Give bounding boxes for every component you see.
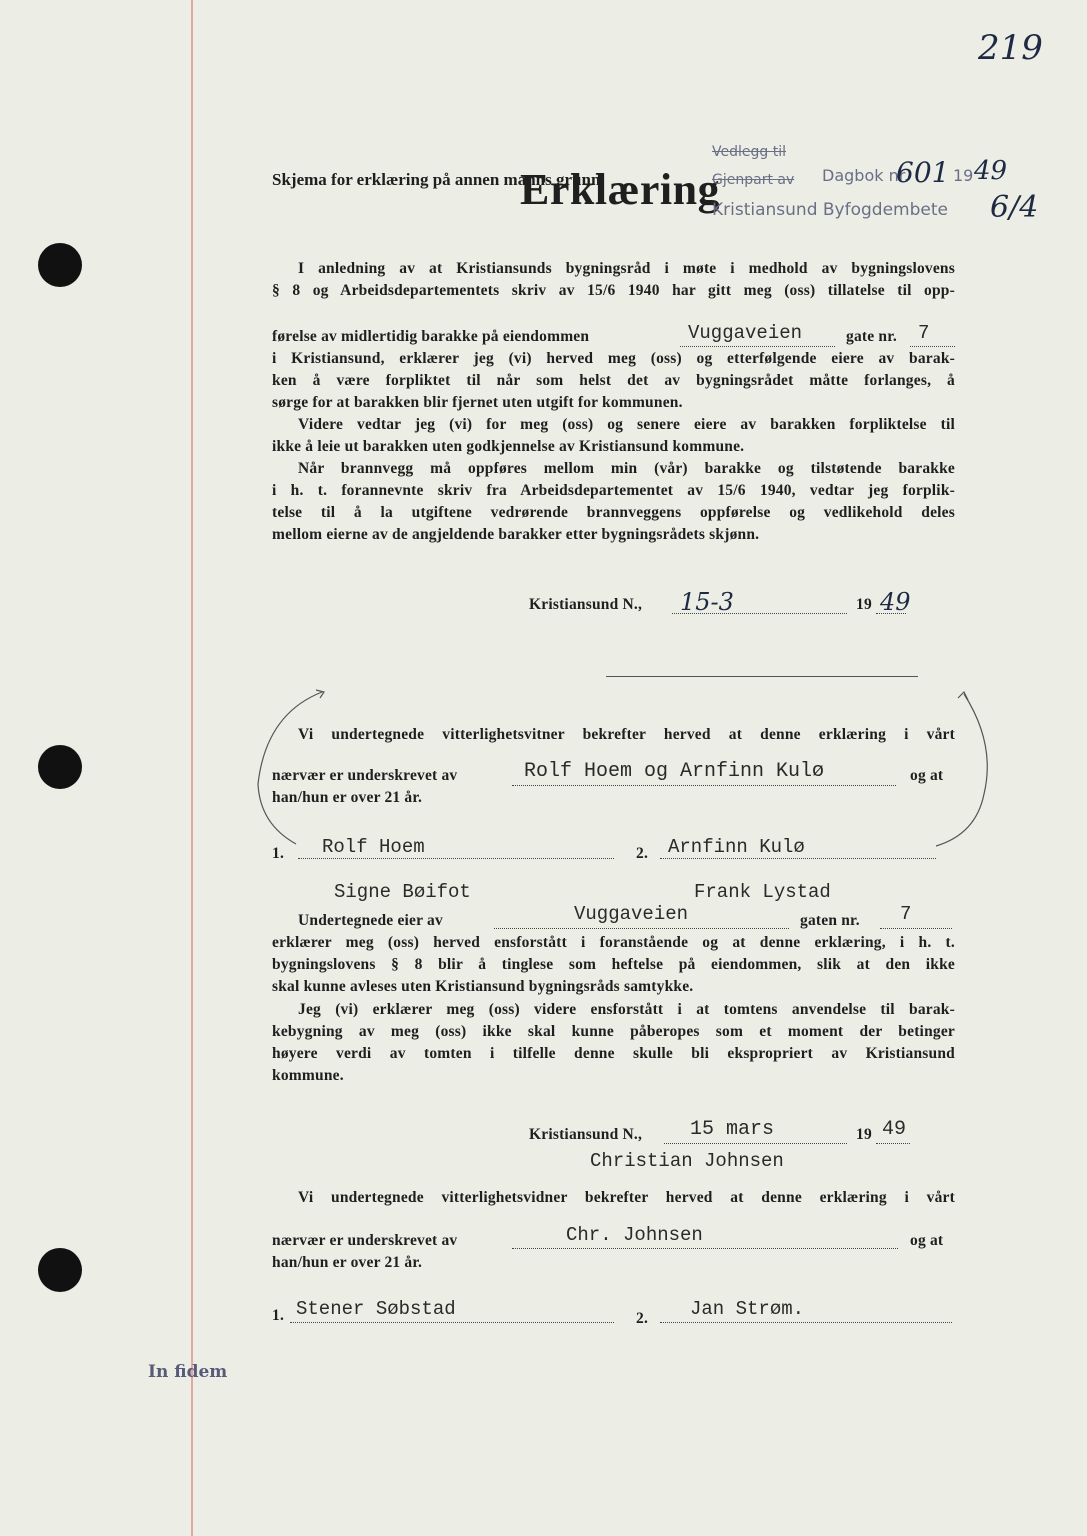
witness1-names: Rolf Hoem og Arnfinn Kulø bbox=[524, 760, 825, 783]
witness1-sig1-line bbox=[298, 858, 614, 859]
signature-line-1 bbox=[606, 676, 918, 677]
para1-line5: ken å være forpliktet til når som helst det av bygningsrådet måtte forlanges, å bbox=[272, 372, 955, 389]
gate-line bbox=[910, 346, 955, 347]
stamp-office: Kristiansund Byfogdembete bbox=[712, 200, 948, 220]
witness1-sig2-line bbox=[660, 858, 936, 859]
stamp-year: 49 bbox=[974, 156, 1008, 186]
witness2-sig2-line bbox=[660, 1322, 952, 1323]
owner-gate-line bbox=[880, 928, 952, 929]
owner-street: Vuggaveien bbox=[574, 903, 689, 925]
para1-line1: I anledning av at Kristiansunds bygningsråd i møte i medhold av bygningslovens bbox=[298, 260, 955, 277]
witness1-sig2: Arnfinn Kulø bbox=[668, 836, 805, 858]
in-fidem-stamp: In fidem bbox=[148, 1362, 228, 1382]
para3-line3: telse til å la utgiftene vedrørende brannveggens oppførelse og vedlikehold deles bbox=[272, 504, 955, 521]
date2-line bbox=[664, 1143, 847, 1144]
date2-year-prefix: 19 bbox=[856, 1126, 872, 1143]
date2-date: 15 mars bbox=[690, 1118, 775, 1141]
witness1-line2-prefix: nærvær er underskrevet av bbox=[272, 767, 458, 784]
date2-place: Kristiansund N., bbox=[529, 1126, 643, 1143]
para3-line1: Når brannvegg må oppføres mellom min (vår) barakke og tilstøtende barakke bbox=[298, 460, 955, 477]
witness2-no2: 2. bbox=[636, 1310, 649, 1327]
punch-hole bbox=[38, 243, 82, 287]
owner-decl-line4: skal kunne avleses uten Kristiansund bygningsråds samtykke. bbox=[272, 978, 694, 995]
date1-date: 15-3 bbox=[680, 588, 734, 616]
para1-line4: i Kristiansund, erklærer jeg (vi) herved meg (oss) og etterfølgende eiere av barak- bbox=[272, 350, 955, 367]
gate-number: 7 bbox=[918, 322, 930, 344]
date1-year: 49 bbox=[880, 588, 911, 616]
witness2-no1: 1. bbox=[272, 1307, 285, 1324]
owner-decl-p2-line1: Jeg (vi) erklærer meg (oss) videre ensforstått i at tomtens anvendelse til barak- bbox=[298, 1001, 955, 1018]
owner-decl-p2-line2: kebygning av meg (oss) ikke skal kunne påberopes som et moment der betinger bbox=[272, 1023, 955, 1040]
witness1-line3: han/hun er over 21 år. bbox=[272, 789, 423, 806]
owner-decl-line3: bygningslovens § 8 blir å tinglese som heftelse på eiendommen, slik at den ikke bbox=[272, 956, 955, 973]
owner-decl-p2-line3: høyere verdi av tomten i tilfelle denne skulle bli ekspropriert av Kristiansund bbox=[272, 1045, 955, 1062]
date2-year: 49 bbox=[882, 1118, 907, 1141]
witness2-line3: han/hun er over 21 år. bbox=[272, 1254, 423, 1271]
stamp-line-2: Gjenpart av bbox=[712, 172, 795, 188]
date2-year-line bbox=[876, 1143, 910, 1144]
stamp-year-prefix: 19 bbox=[953, 166, 974, 185]
date2-signer: Christian Johnsen bbox=[590, 1150, 784, 1172]
form-header: Skjema for erklæring på annen manns grunn. bbox=[272, 170, 605, 189]
para2-line1: Videre vedtar jeg (vi) for meg (oss) og senere eiere av barakken forpliktelse til bbox=[298, 416, 955, 433]
date1-place: Kristiansund N., bbox=[529, 596, 643, 613]
witness1-line2-suffix: og at bbox=[910, 767, 944, 784]
witness1-no2: 2. bbox=[636, 845, 649, 862]
para2-line2: ikke å leie ut barakken uten godkjennelse av Kristiansund kommune. bbox=[272, 438, 745, 455]
date1-year-prefix: 19 bbox=[856, 596, 872, 613]
para3-line2: i h. t. forannevnte skriv fra Arbeidsdepartementet av 15/6 1940, vedtar jeg forplik- bbox=[272, 482, 955, 499]
stamp-line-1: Vedlegg til bbox=[712, 144, 786, 160]
gate-label: gate nr. bbox=[846, 328, 897, 345]
para1-line2: § 8 og Arbeidsdepartementets skriv av 15/6 1940 har gitt meg (oss) tillatelse til opp- bbox=[272, 282, 955, 299]
stamp-date: 6/4 bbox=[990, 190, 1039, 225]
witness2-names: Chr. Johnsen bbox=[566, 1224, 703, 1246]
para3-line4: mellom eierne av de angjeldende barakker etter bygningsrådets skjønn. bbox=[272, 526, 760, 543]
owner-street-line bbox=[494, 928, 789, 929]
witness2-names-line bbox=[512, 1248, 898, 1249]
para1-line6: sørge for at barakken blir fjernet uten utgift for kommunen. bbox=[272, 394, 683, 411]
stamp-dagbok-label: Dagbok nr. bbox=[822, 166, 909, 185]
owner-gate-label: gaten nr. bbox=[800, 912, 860, 929]
witness1-sig1: Rolf Hoem bbox=[322, 836, 425, 858]
document-title: Erklæring bbox=[520, 165, 721, 214]
owner-decl-line2: erklærer meg (oss) herved ensforstått i foranstående og at denne erklæring, i h. t. bbox=[272, 934, 955, 951]
margin-rule bbox=[191, 0, 193, 1536]
witness2-sig2: Jan Strøm. bbox=[690, 1298, 805, 1320]
witness1-no1: 1. bbox=[272, 845, 285, 862]
owner-name-1: Signe Bøifot bbox=[334, 881, 471, 903]
street-line bbox=[680, 346, 835, 347]
para1-line3-prefix: førelse av midlertidig barakke på eiendommen bbox=[272, 328, 590, 345]
dagbok-number: 601 bbox=[896, 156, 950, 189]
street-typed: Vuggaveien bbox=[688, 322, 803, 344]
owner-gate-number: 7 bbox=[900, 903, 912, 925]
punch-hole bbox=[38, 745, 82, 789]
owner-name-2: Frank Lystad bbox=[694, 881, 831, 903]
witness2-line1: Vi undertegnede vitterlighetsvidner bekrefter herved at denne erklæring i vårt bbox=[298, 1189, 955, 1206]
witness1-line1: Vi undertegnede vitterlighetsvitner bekrefter herved at denne erklæring i vårt bbox=[298, 726, 955, 743]
witness1-names-line bbox=[512, 785, 896, 786]
witness2-sig1: Stener Søbstad bbox=[296, 1298, 456, 1320]
witness2-sig1-line bbox=[290, 1322, 614, 1323]
page-number: 219 bbox=[978, 28, 1043, 68]
witness2-line2-suffix: og at bbox=[910, 1232, 944, 1249]
owner-decl-p2-line4: kommune. bbox=[272, 1067, 344, 1084]
punch-hole bbox=[38, 1248, 82, 1292]
witness2-line2-prefix: nærvær er underskrevet av bbox=[272, 1232, 458, 1249]
owner-decl-prefix: Undertegnede eier av bbox=[298, 912, 443, 929]
